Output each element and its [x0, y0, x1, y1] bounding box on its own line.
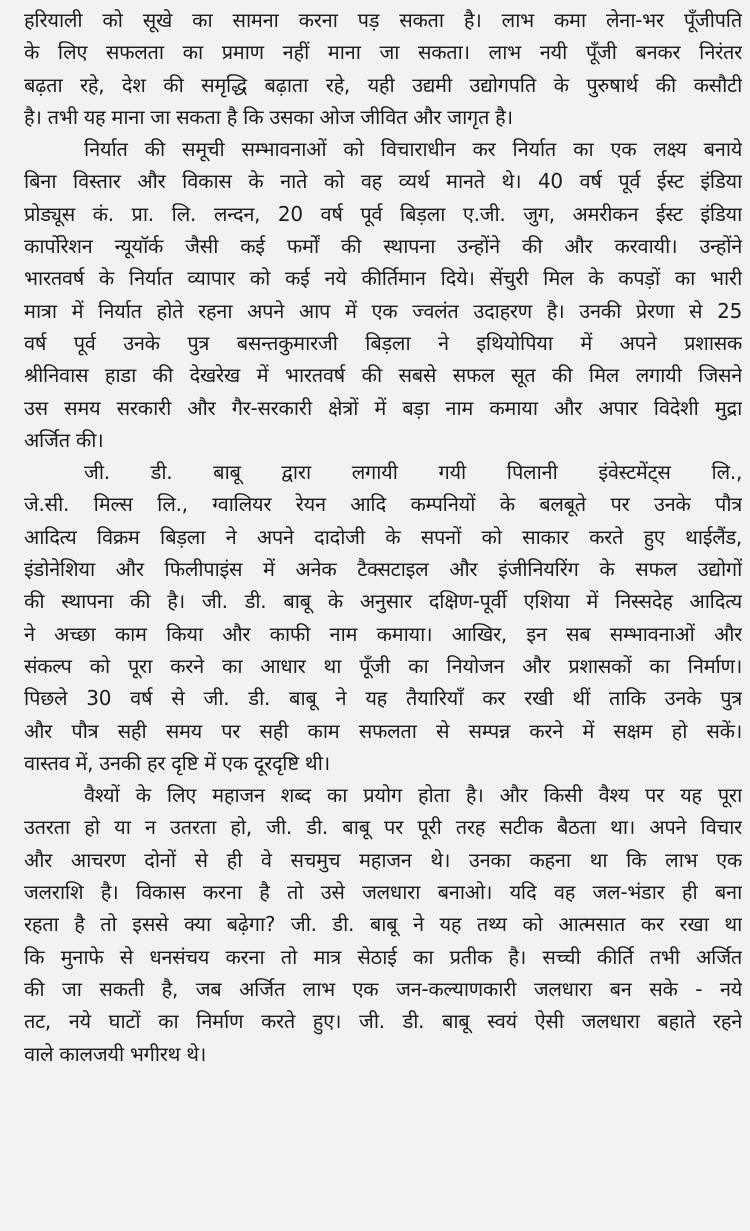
text-line: श्रीनिवास हाडा की देखरेख में भारतवर्ष की सबसे सफल सूत की मिल लगायी जिसने: [24, 363, 742, 388]
text-line: संकल्प को पूरा करने का आधार था पूँजी का नियोजन और प्रशासकों का निर्माण।: [24, 653, 742, 678]
text-line: उतरता हो या न उतरता हो, जी. डी. बाबू पर पूरी तरह सटीक बैठता था। अपने विचार: [24, 815, 742, 840]
text-line: वाले कालजयी भगीरथ थे।: [24, 1041, 206, 1066]
text-line: के लिए सफलता का प्रमाण नहीं माना जा सकता। लाभ नयी पूँजी बनकर निरंतर: [24, 40, 742, 65]
text-line: ने अच्छा काम किया और काफी नाम कमाया। आखिर, इन सब सम्भावनाओं और: [24, 621, 742, 646]
text-line: वास्तव में, उनकी हर दृष्टि में एक दूरदृष्टि थी।: [24, 750, 330, 775]
text-line: बढ़ता रहे, देश की समृद्धि बढ़ाता रहे, यही उद्यमी उद्योगपति के पुरुषार्थ की कसौटी: [24, 72, 742, 97]
text-line: पिछले 30 वर्ष से जी. डी. बाबू ने यह तैयारियाँ कर रखी थीं ताकि उनके पुत्र: [24, 686, 742, 711]
text-line: इंडोनेशिया और फिलीपाइंस में अनेक टैक्सटाइल और इंजीनियरिंग के सफल उद्योगों: [24, 557, 742, 582]
text-line: तट, नये घाटों का निर्माण करते हुए। जी. डी. बाबू स्वयं ऐसी जलधारा बहाते रहने: [24, 1009, 742, 1034]
text-line: जलराशि है। विकास करना है तो उसे जलधारा बनाओ। यदि वह जल-भंडार ही बना: [24, 880, 742, 905]
text-line: कार्पोरेशन न्यूयॉर्क जैसी कई फर्मों की स्थापना उन्होंने की और करवायी। उन्होंने: [24, 234, 742, 259]
text-line: आदित्य विक्रम बिड़ला ने अपने दादोजी के सपनों को साकार करते हुए थाईलैंड,: [24, 524, 742, 549]
text-line: रहता है तो इससे क्या बढ़ेगा? जी. डी. बाबू ने यह तथ्य को आत्मसात कर रखा था: [24, 912, 742, 937]
text-line: और आचरण दोनों से ही वे सचमुच महाजन थे। उनका कहना था कि लाभ एक: [24, 847, 742, 872]
text-line: हरियाली को सूखे का सामना करना पड़ सकता है। लाभ कमा लेना-भर पूँजीपति: [24, 8, 742, 32]
text-line: भारतवर्ष के निर्यात व्यापार को कई नये कीर्तिमान दिये। सेंचुरी मिल के कपड़ों का भारी: [24, 266, 742, 291]
text-line: जी. डी. बाबू द्वारा लगायी गयी पिलानी इंवेस्टमेंट्स लि.,: [84, 460, 742, 485]
text-line: कि मुनाफे से धनसंचय करना तो मात्र सेठाई का प्रतीक है। सच्ची कीर्ति तभी अर्जित: [24, 944, 742, 969]
text-line: है। तभी यह माना जा सकता है कि उसका ओज जीवित और जागृत है।: [24, 104, 513, 129]
text-line: मात्रा में निर्यात होते रहना अपने आप में एक ज्वलंत उदाहरण है। उनकी प्रेरणा से 25: [24, 298, 742, 323]
text-line: प्रोड्यूस कं. प्रा. लि. लन्दन, 20 वर्ष पूर्व बिड़ला ए.जी. जुग, अमरीकन ईस्ट इंडिया: [24, 201, 742, 226]
text-line: और पौत्र सही समय पर सही काम सफलता से सम्पन्न करने में सक्षम हो सकें।: [24, 718, 742, 743]
text-line: वैश्यों के लिए महाजन शब्द का प्रयोग होता है। और किसी वैश्य पर यह पूरा: [84, 783, 742, 808]
text-line: उस समय सरकारी और गैर-सरकारी क्षेत्रों में बड़ा नाम कमाया और अपार विदेशी मुद्रा: [24, 395, 742, 420]
text-line: निर्यात की समूची सम्भावनाओं को विचाराधीन कर निर्यात का एक लक्ष्य बनाये: [84, 137, 742, 162]
text-line: अर्जित की।: [24, 427, 104, 452]
text-line: बिना विस्तार और विकास के नाते को वह व्यर्थ मानते थे। 40 वर्ष पूर्व ईस्ट इंडिया: [24, 169, 742, 194]
text-line: की जा सकती है, जब अर्जित लाभ एक जन-कल्याणकारी जलधारा बन सके - नये: [24, 976, 742, 1001]
text-line: जे.सी. मिल्स लि., ग्वालियर रेयन आदि कम्पनियों के बलबूते पर उनके पौत्र: [24, 492, 742, 517]
text-line: वर्ष पूर्व उनके पुत्र बसन्तकुमारजी बिड़ला ने इथियोपिया में अपने प्रशासक: [24, 330, 742, 355]
text-line: की स्थापना की है। जी. डी. बाबू के अनुसार दक्षिण-पूर्वी एशिया में निस्सदेह आदित्य: [24, 589, 742, 614]
